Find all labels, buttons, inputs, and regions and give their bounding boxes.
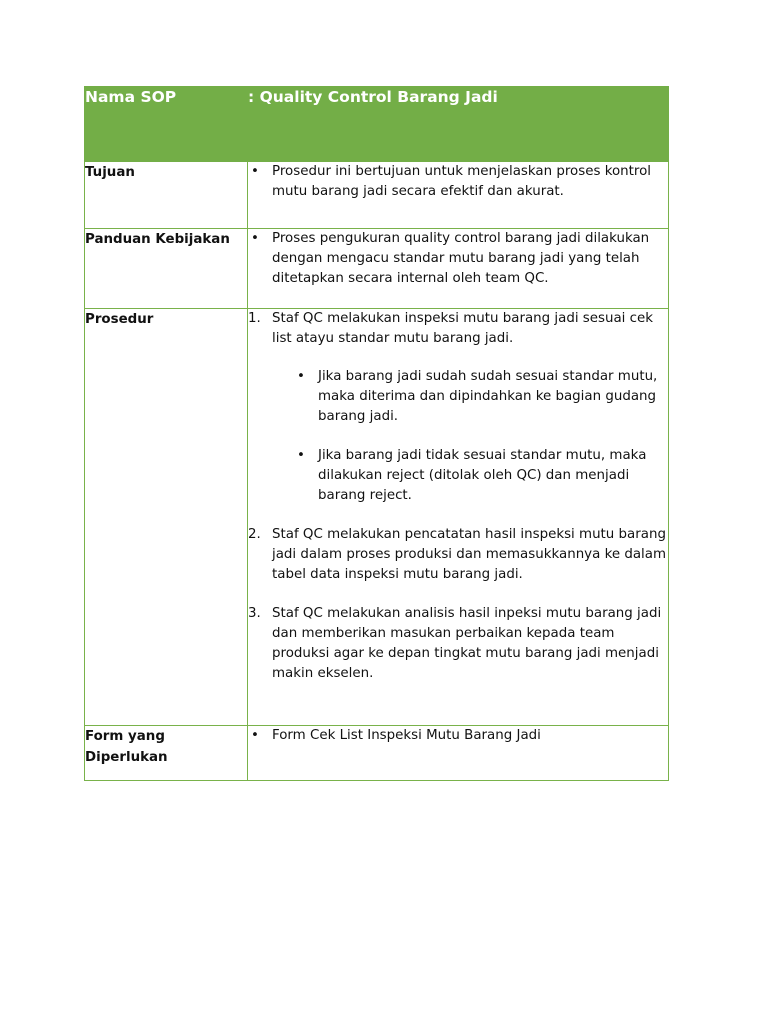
header-title: : Quality Control Barang Jadi [248, 87, 669, 162]
step-number: 2. [248, 527, 261, 542]
step-item [248, 309, 668, 506]
label-form-yang-diperlukan: Form yang Diperlukan [85, 726, 248, 781]
label-prosedur: Prosedur [85, 309, 248, 726]
row-tujuan [85, 162, 669, 229]
content-prosedur [248, 309, 669, 726]
bullet-item: • Prosedur ini bertujuan untuk menjelaskan proses kontrol mutu barang jadi secara efektif dan akurat. [248, 162, 668, 202]
step-item [248, 525, 668, 585]
header-label: Nama SOP [85, 87, 248, 162]
step-text: Staf QC melakukan inspeksi mutu barang jadi sesuai cek list atayu standar mutu barang jadi. [272, 311, 654, 346]
content-tujuan [248, 162, 669, 229]
step-number: 1. [248, 311, 261, 326]
sop-table [84, 86, 669, 781]
sub-bullet-item: • Jika barang jadi tidak sesuai standar mutu, maka dilakukan reject (ditolak oleh QC) dan menjadi barang reject. [294, 446, 668, 506]
step-text: Staf QC melakukan analisis hasil inpeksi mutu barang jadi dan memberikan masukan perbaikan kepada team produksi agar ke depan tingkat mutu barang jadi menjadi makin ekselen. [272, 606, 662, 681]
bullet-item: • Form Cek List Inspeksi Mutu Barang Jadi [248, 726, 668, 746]
label-tujuan: Tujuan [85, 162, 248, 229]
step-text: Staf QC melakukan pencatatan hasil inspeksi mutu barang jadi dalam proses produksi dan memasukkannya ke dalam tabel data inspeksi mutu barang jadi. [272, 527, 667, 582]
bullet-item: • Proses pengukuran quality control barang jadi dilakukan dengan mengacu standar mutu barang jadi yang telah ditetapkan secara internal oleh team QC. [248, 229, 668, 289]
step-item [248, 604, 668, 684]
content-panduan-kebijakan [248, 229, 669, 309]
label-panduan-kebijakan: Panduan Kebijakan [85, 229, 248, 309]
content-form-yang-diperlukan [248, 726, 669, 781]
sub-bullet-item: • Jika barang jadi sudah sudah sesuai standar mutu, maka diterima dan dipindahkan ke bagian gudang barang jadi. [294, 367, 668, 427]
row-panduan-kebijakan [85, 229, 669, 309]
header-row [85, 87, 669, 162]
row-form-yang-diperlukan [85, 726, 669, 781]
row-prosedur [85, 309, 669, 726]
step-number: 3. [248, 606, 261, 621]
